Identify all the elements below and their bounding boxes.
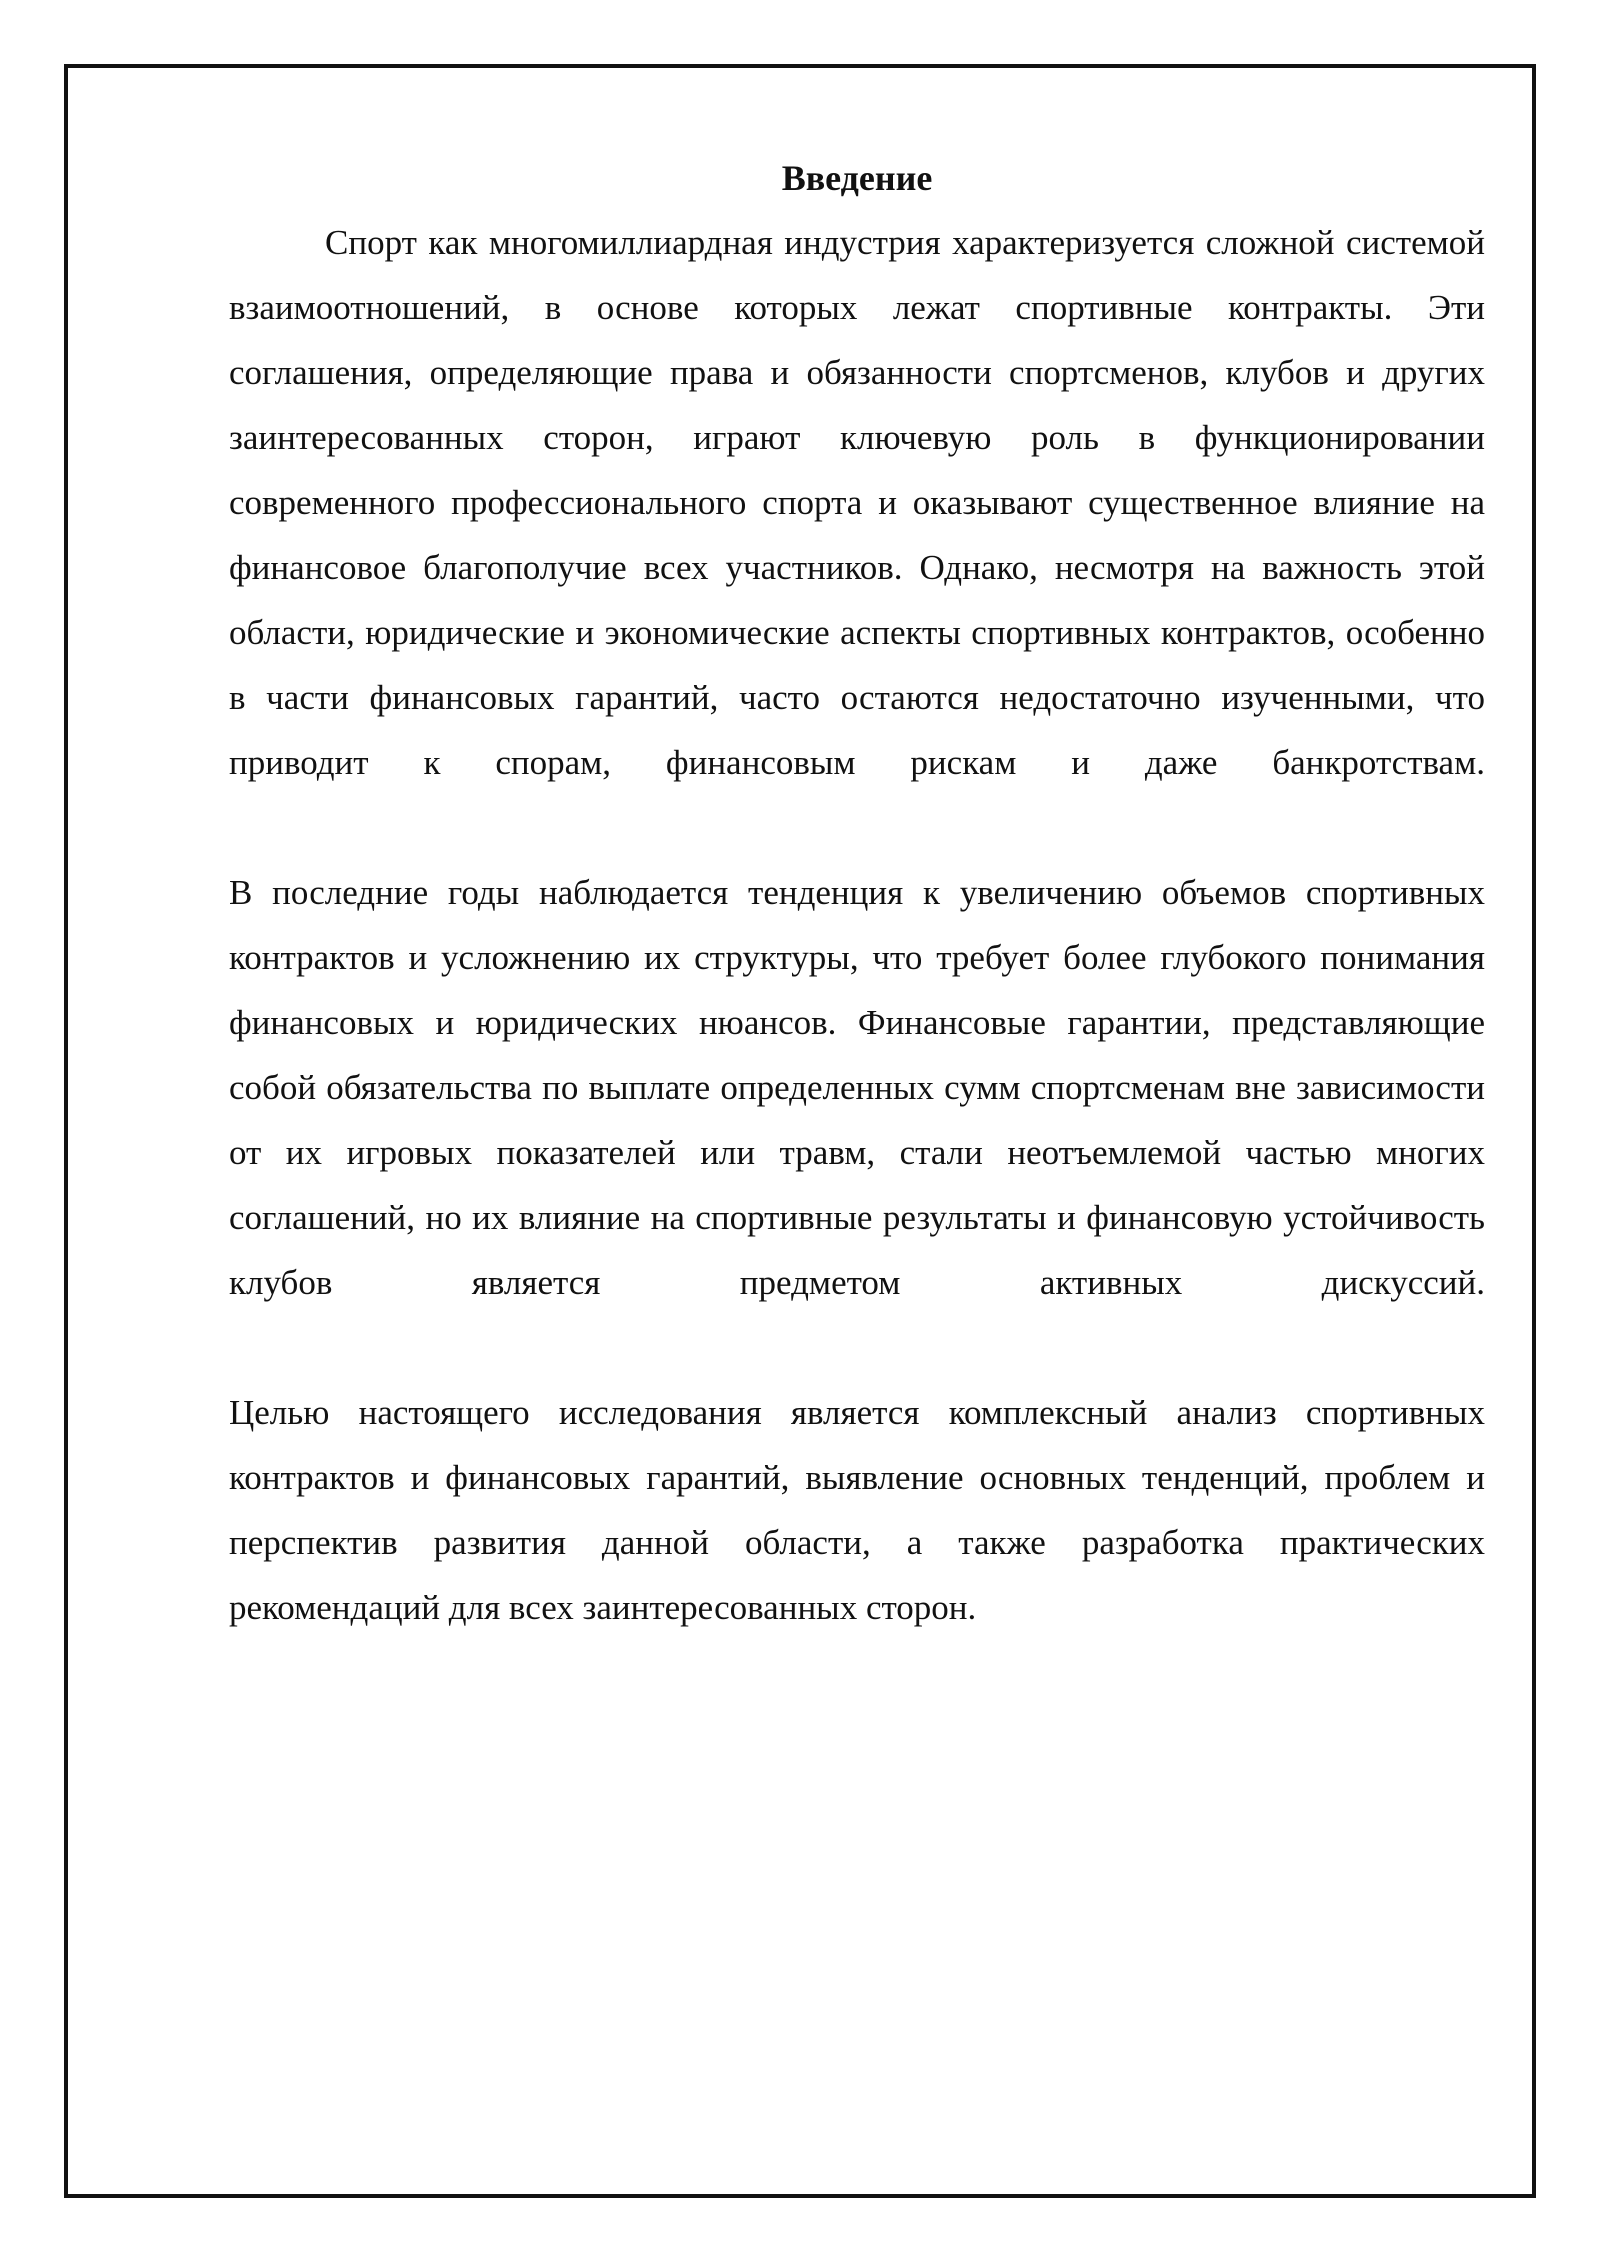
document-body (229, 150, 1485, 1640)
paragraph-3: Целью настоящего исследования является комплексный анализ спортивных контрактов и финансовых гарантий, выявление основных тенденций, проблем и перспектив развития данной области, а также разработка практических рекомендаций для всех заинтересованных сторон. (229, 1393, 1485, 1627)
paragraph-2: В последние годы наблюдается тенденция к увеличению объемов спортивных контрактов и усложнению их структуры, что требует более глубокого понимания финансовых и юридических нюансов. Финансовые гарантии, представляющие собой обязательства по выплате определенных сумм спортсменам вне зависимости от их игровых показателей или травм, стали неотъемлемой частью многих соглашений, но их влияние на спортивные результаты и финансовую устойчивость клубов является предметом активных дискуссий. (229, 873, 1485, 1302)
page-title: Введение (781, 158, 933, 198)
paragraph-1: Спорт как многомиллиардная индустрия характеризуется сложной системой взаимоотношений, в основе которых лежат спортивные контракты. Эти соглашения, определяющие права и обязанности спортсменов, клубов и других заинтересованных сторон, играют ключевую роль в функционировании современного профессионального спорта и оказывают существенное влияние на финансовое благополучие всех участников. Однако, несмотря на важность этой области, юридические и экономические аспекты спортивных контрактов, особенно в части финансовых гарантий, часто остаются недостаточно изученными, что приводит к спорам, финансовым рискам и даже банкротствам. (229, 223, 1485, 782)
